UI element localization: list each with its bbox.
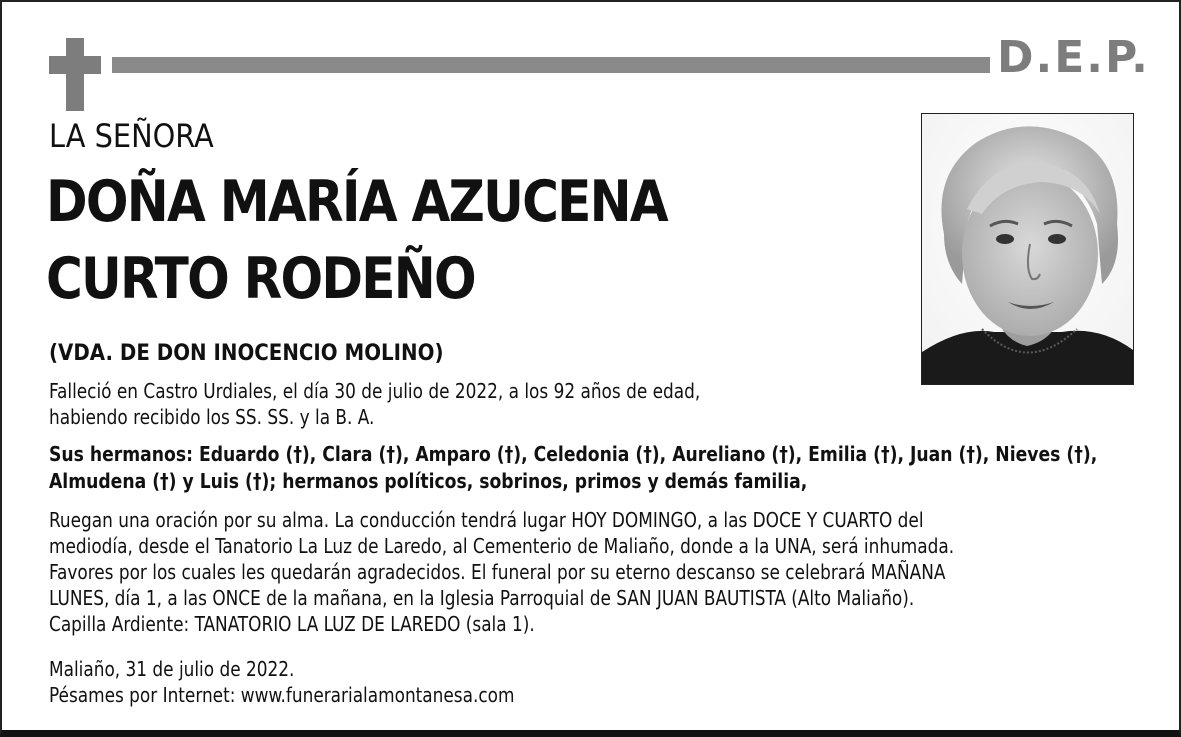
family-line2: Almudena (†) y Luis (†); hermanos políticos, sobrinos, primos y demás familia, [49, 469, 808, 493]
deceased-name-line2: CURTO RODEÑO [46, 246, 475, 312]
family-list [49, 441, 1097, 495]
ceremony-line5: Capilla Ardiente: TANATORIO LA LUZ DE LAREDO (sala 1). [49, 612, 535, 636]
widow-of-text: (VDA. DE DON INOCENCIO MOLINO) [49, 341, 444, 366]
dep-heading: D.E.P. [997, 32, 1150, 83]
cross-icon-bar [49, 56, 101, 74]
deceased-name [46, 164, 667, 318]
death-info [49, 378, 700, 430]
portrait-photo [921, 113, 1134, 385]
death-info-line1: Falleció en Castro Urdiales, el día 30 de julio de 2022, a los 92 años de edad, [49, 379, 701, 403]
portrait-illustration [922, 114, 1133, 384]
honorific-prefix: LA SEÑORA [49, 117, 214, 155]
header-rule [112, 57, 990, 73]
family-line1: Sus hermanos: Eduardo (†), Clara (†), Amparo (†), Celedonia (†), Aureliano (†), Emilia (†), Juan (†), Nieves (†), [49, 442, 1098, 466]
place-date: Maliaño, 31 de julio de 2022. [49, 657, 295, 681]
ceremony-details [49, 507, 954, 637]
cross-icon [66, 38, 84, 111]
death-info-line2: habiendo recibido los SS. SS. y la B. A. [49, 405, 375, 429]
ceremony-line2: mediodía, desde el Tanatorio La Luz de Laredo, al Cementerio de Maliaño, donde a la UNA, será inhumada. [49, 534, 955, 558]
condolences-url: Pésames por Internet: www.funerarialamontanesa.com [49, 683, 515, 707]
footer [49, 656, 514, 708]
ceremony-line1: Ruegan una oración por su alma. La conducción tendrá lugar HOY DOMINGO, a las DOCE Y CUARTO del [49, 508, 924, 532]
deceased-name-line1: DOÑA MARÍA AZUCENA [46, 169, 667, 235]
ceremony-line3: Favores por los cuales les quedarán agradecidos. El funeral por su eterno descanso se celebrará MAÑANA [49, 560, 946, 584]
ceremony-line4: LUNES, día 1, a las ONCE de la mañana, en la Iglesia Parroquial de SAN JUAN BAUTISTA (Alto Maliaño). [49, 586, 915, 610]
